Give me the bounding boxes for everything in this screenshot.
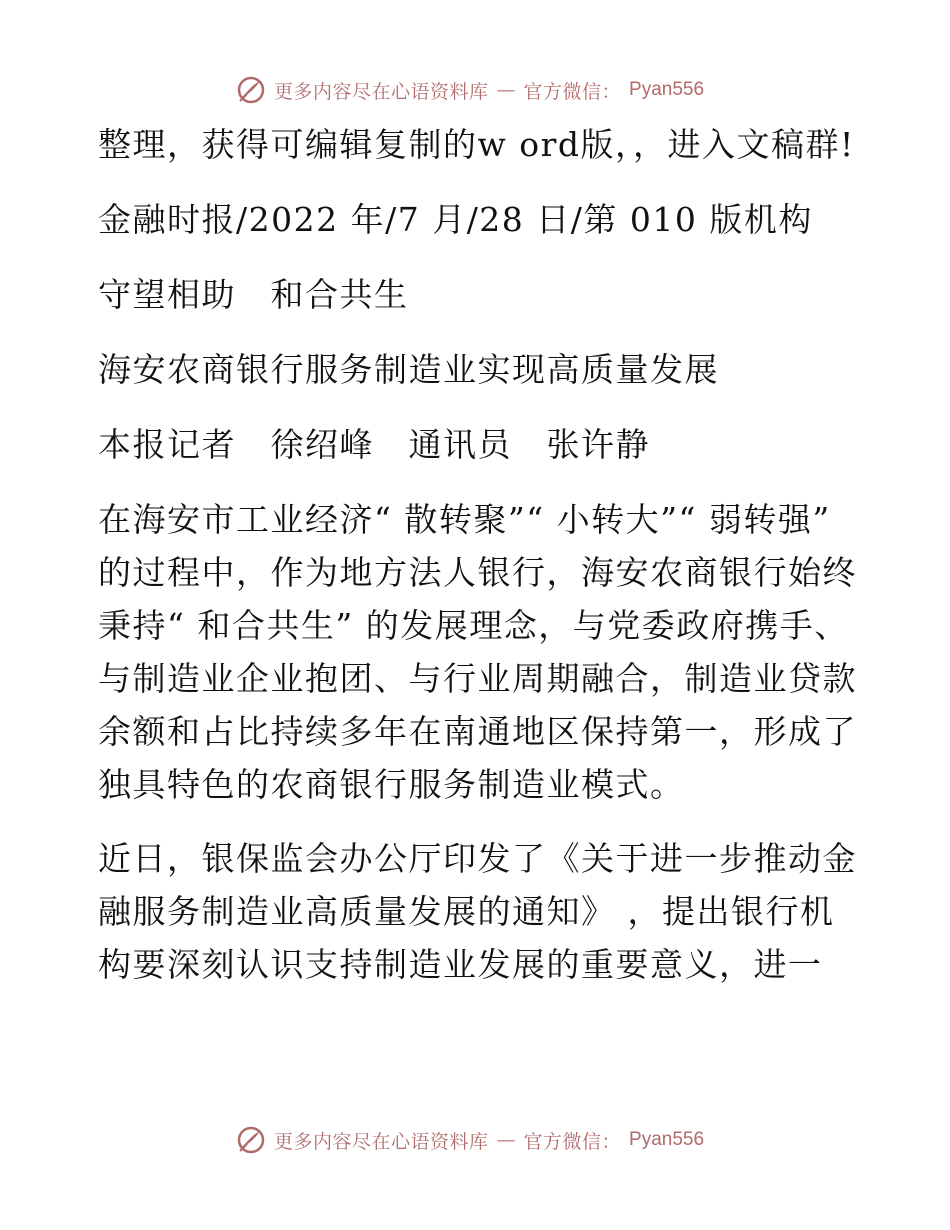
watermark-separator: — [496, 1129, 516, 1151]
watermark-wechat-label: 官方微信： [523, 80, 622, 103]
source-line: 金融时报/2022 年/7 月/28 日/第 010 版机构 [98, 200, 813, 239]
watermark-wechat-id: Pyan556 [629, 1129, 705, 1150]
watermark-text: 更多内容尽在心语资料库 [274, 80, 489, 103]
footer-watermark [236, 1123, 704, 1157]
watermark-wechat-label: 官方微信： [523, 1130, 622, 1153]
feather-pen-logo-icon [236, 75, 266, 105]
article-headline: 守望相助 和合共生 [98, 275, 409, 314]
article-byline: 本报记者 徐绍峰 通讯员 张许静 [98, 425, 650, 464]
document-body [98, 118, 858, 991]
intro-paragraph: 整理，获得可编辑复制的w ord版，，进入文稿群! [98, 125, 855, 164]
watermark-wechat-id: Pyan556 [629, 79, 705, 100]
body-paragraph-2: 近日，银保监会办公厅印发了《关于进一步推动金融服务制造业高质量发展的通知》 ，提出银行机构要深刻认识支持制造业发展的重要意义，进一 [98, 839, 857, 984]
feather-pen-logo-icon [236, 1125, 266, 1155]
body-paragraph-1: 在海安市工业经济“ 散转聚”“ 小转大”“ 弱转强” 的过程中，作为地方法人银行，海安农商银行始终秉持“ 和合共生” 的发展理念，与党委政府携手、与制造业企业抱团、与行业周期融合，制造业贷款余额和占比持续多年在南通地区保持第一，形成了独具特色的农商银行服务制造业模式。 [98, 500, 857, 804]
watermark-separator: — [496, 79, 516, 101]
watermark-text: 更多内容尽在心语资料库 [274, 1130, 489, 1153]
header-watermark [236, 73, 704, 107]
article-subheadline: 海安农商银行服务制造业实现高质量发展 [98, 350, 719, 389]
